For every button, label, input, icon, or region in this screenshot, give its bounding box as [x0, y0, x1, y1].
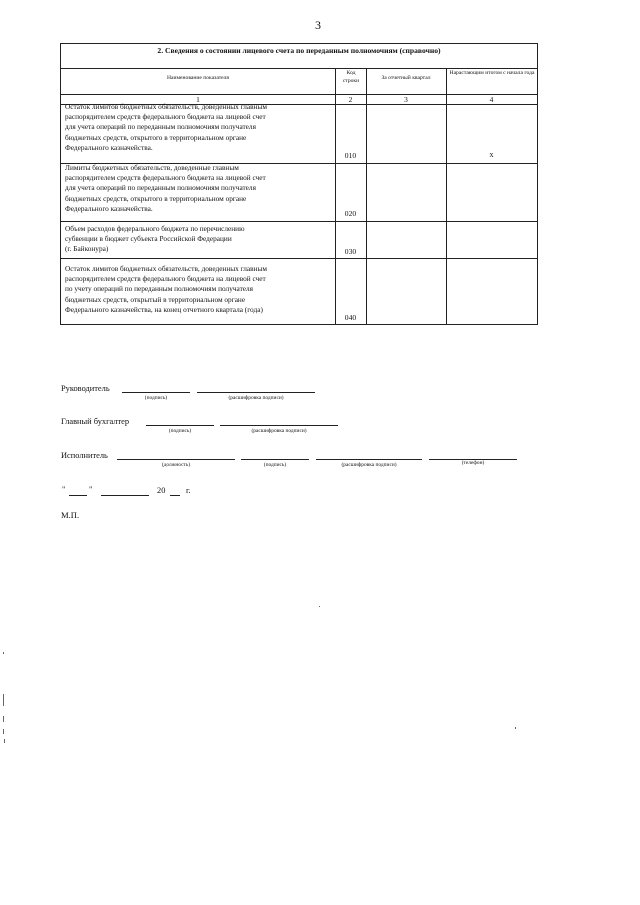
row-code: 030: [344, 247, 357, 256]
chief-accountant-signature-line[interactable]: [146, 425, 214, 426]
table-row-text: Лимиты бюджетных обязательств, доведенные главным распорядителем средств федерального бюджета на лицевой счет для учета операций по переданным полномочиям получателя бюджетных средств, открытого в территориальном органе Федерального казначейства.: [65, 163, 266, 213]
table-row-text: Объем расходов федерального бюджета по перечислению субвенции в бюджет субъекта Российской Федерации (г. Байконура): [65, 224, 245, 254]
chief-accountant-label: Главный бухгалтер: [61, 417, 130, 426]
table-row-text: Остаток лимитов бюджетных обязательств, доведенных главным распорядителем средств федерального бюджета на лицевой счет для учета операций по переданным полномочиям получателя бюджетных средств, открытого в территориальном органе Федерального казначейства.: [65, 102, 267, 152]
caption-decoding: (расшифровка подписи): [341, 462, 397, 468]
row-code: 020: [344, 209, 357, 218]
column-number: 4: [489, 95, 494, 104]
caption-signature: (подпись): [144, 395, 168, 401]
header-cumulative: Нарастающим итогом с начала года: [449, 70, 535, 76]
column-number: 1: [196, 95, 200, 104]
executor-position-line[interactable]: [117, 459, 235, 460]
date-quote-open: ": [62, 485, 66, 494]
caption-signature: (подпись): [263, 462, 287, 468]
date-quote-close: ": [89, 485, 93, 494]
executor-decoding-line[interactable]: [316, 459, 422, 460]
page-number: 3: [315, 18, 321, 32]
chief-accountant-decoding-line[interactable]: [220, 425, 338, 426]
head-signature-line[interactable]: [122, 392, 190, 393]
section-title: 2. Сведения о состоянии лицевого счета по переданным полномочиям (справочно): [157, 46, 441, 55]
executor-label: Исполнитель: [61, 451, 108, 460]
head-decoding-line[interactable]: [197, 392, 315, 393]
date-year-suffix: г.: [186, 486, 191, 495]
date-month-line[interactable]: [101, 495, 149, 496]
row-code: 010: [344, 151, 357, 160]
head-label: Руководитель: [61, 384, 110, 393]
stamp-place: М.П.: [61, 510, 80, 520]
column-number: 3: [404, 95, 408, 104]
header-name: Наименование показателя: [167, 75, 229, 81]
executor-signature-line[interactable]: [241, 459, 309, 460]
caption-position: (должность): [161, 462, 191, 468]
cell-cumulative: х: [489, 150, 494, 159]
caption-decoding: (расшифровка подписи): [228, 395, 284, 401]
date-year-prefix: 20: [157, 486, 166, 495]
table-row-text: Остаток лимитов бюджетных обязательств, доведенных главным распорядителем средств федерального бюджета на лицевой счет по учету операций по переданным полномочиям получателя бюджетных средств, открытый в территориальном органе Федерального казначейства, на конец отчетного квартала (года): [65, 264, 267, 314]
date-day-line[interactable]: [69, 495, 87, 496]
row-code: 040: [344, 313, 357, 322]
column-number: 2: [348, 95, 353, 104]
header-quarter: За отчетный квартал: [381, 75, 431, 81]
account-status-table: [60, 43, 538, 325]
caption-signature: (подпись): [168, 428, 192, 434]
date-year-line[interactable]: [170, 495, 180, 496]
caption-decoding: (расшифровка подписи): [251, 428, 307, 434]
caption-phone: (телефон): [461, 460, 485, 466]
header-code: Код строки: [342, 70, 360, 84]
